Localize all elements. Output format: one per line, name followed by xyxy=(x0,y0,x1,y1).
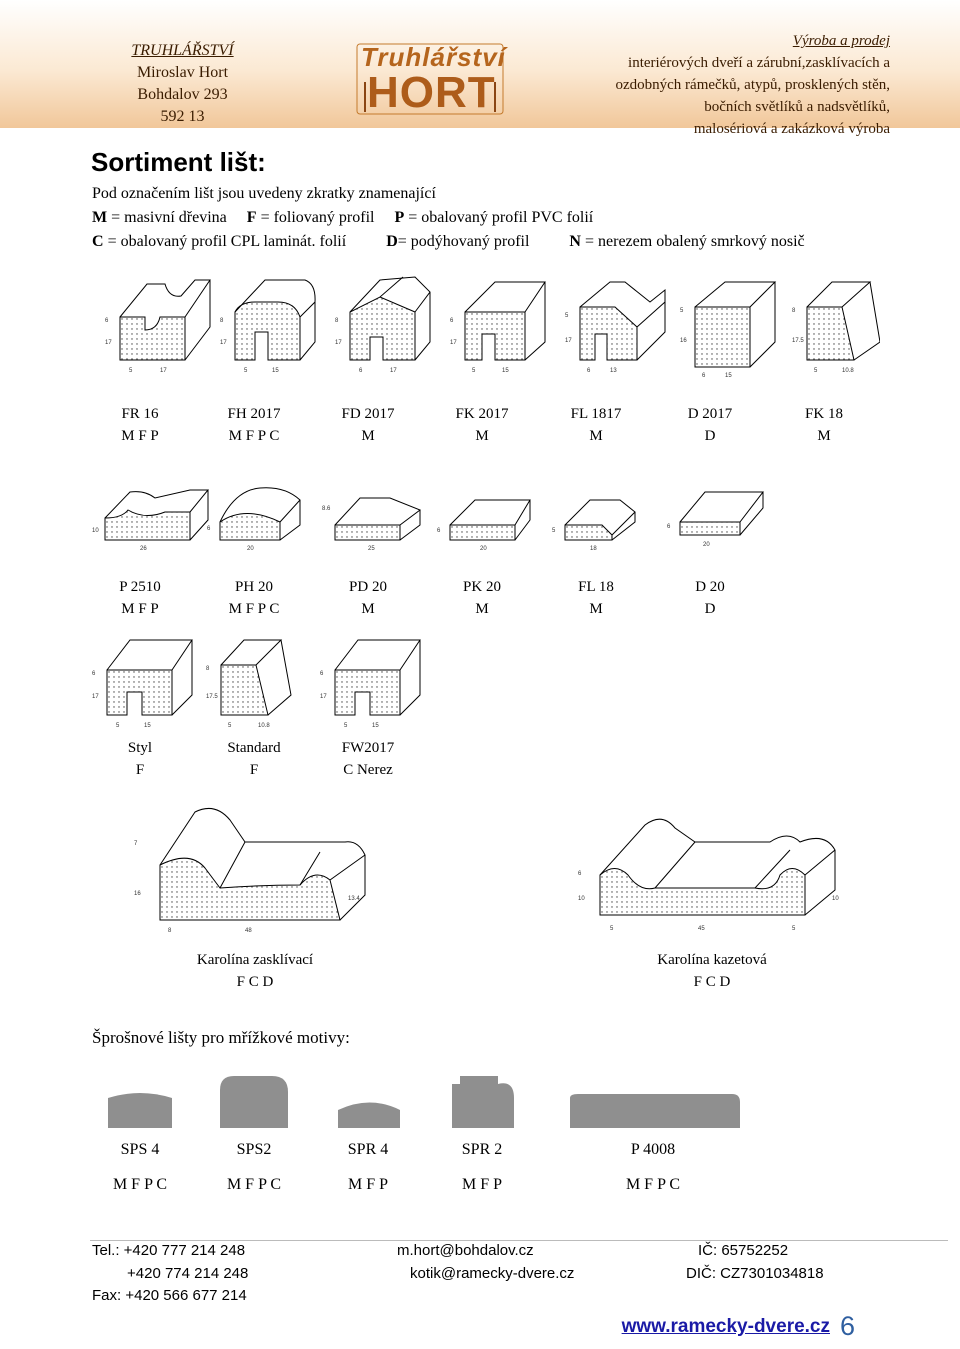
dimension-label: 6 xyxy=(667,524,671,530)
dimension-label: 5 xyxy=(814,368,818,374)
profile-name: Karolína kazetová xyxy=(657,952,767,968)
profile-codes: M xyxy=(817,428,831,444)
profile-codes: F xyxy=(249,762,259,778)
sprosne-caption xyxy=(313,1132,423,1202)
profile-codes: F xyxy=(135,762,145,778)
abbr-text: = nerezem obalený smrkový nosič xyxy=(580,233,805,250)
profile-name: P 4008 xyxy=(630,1141,676,1158)
abbr-line xyxy=(92,233,805,251)
phone-number-2: +420 774 214 248 xyxy=(127,1265,249,1282)
dimension-label: 8 xyxy=(168,928,172,934)
profile-name: SPR 4 xyxy=(347,1141,389,1158)
profile-name: FK 18 xyxy=(805,406,843,422)
profile-name: PH 20 xyxy=(235,579,273,595)
profile-codes: M F P C xyxy=(625,1176,681,1193)
profile-caption xyxy=(541,403,651,447)
services-block xyxy=(530,30,890,140)
abbr-key: F xyxy=(246,209,257,226)
profiles-row3-drawings xyxy=(80,630,440,730)
dimension-label: 5 xyxy=(610,926,614,932)
dimension-label: 17 xyxy=(220,340,227,346)
dimension-label: 5 xyxy=(792,926,796,932)
profile-codes: M F P xyxy=(121,428,159,444)
profile-codes: F C D xyxy=(693,974,731,990)
sprosne-shapes xyxy=(100,1070,750,1130)
abbr-text: = podýhovaný profil xyxy=(397,233,530,250)
dimension-label: 10.8 xyxy=(842,368,854,374)
dimension-label: 5 xyxy=(116,723,120,729)
profile-name: FD 2017 xyxy=(341,406,395,422)
profile-caption xyxy=(199,737,309,781)
spr2-shape xyxy=(452,1076,514,1128)
abbr-text: = masivní dřevina xyxy=(107,209,227,226)
abbr-key: C xyxy=(92,233,104,250)
sps4-shape xyxy=(108,1093,172,1128)
abbr-text: = obalovaný profil PVC folií xyxy=(404,209,594,226)
dimension-label: 13 xyxy=(610,368,617,374)
dimension-label: 10 xyxy=(578,896,585,902)
dimension-label: 8 xyxy=(335,318,339,324)
dimension-label: 15 xyxy=(272,368,279,374)
profile-codes: M F P C xyxy=(228,601,280,617)
profile-codes: F C D xyxy=(236,974,274,990)
sps2-shape xyxy=(220,1076,288,1128)
dimension-label: 10.8 xyxy=(258,723,270,729)
profile-caption xyxy=(85,737,195,781)
services-line: bočních světlíků a nadsvětlíků, xyxy=(704,99,890,115)
profile-name: Styl xyxy=(127,740,153,756)
dimension-label: 17 xyxy=(160,368,167,374)
dimension-label: 17 xyxy=(335,340,342,346)
dimension-label: 13.4 xyxy=(348,896,360,902)
dimension-label: 8 xyxy=(206,666,210,672)
profile-karolina-kazetova-drawing xyxy=(570,800,850,940)
dimension-label: 6 xyxy=(587,368,591,374)
sprosne-caption xyxy=(199,1132,309,1202)
logo-text-bottom: HORT xyxy=(367,68,496,117)
dimension-label: 6 xyxy=(702,373,706,379)
abbr-key: D xyxy=(386,233,398,250)
email-link[interactable]: m.hort@bohdalov.cz xyxy=(397,1242,534,1259)
profile-codes: C Nerez xyxy=(343,762,393,778)
company-owner: Miroslav Hort xyxy=(136,64,229,81)
profile-name: SPR 2 xyxy=(461,1141,503,1158)
profile-pd20 xyxy=(322,498,420,552)
footer-divider xyxy=(90,1240,948,1241)
profile-name: FK 2017 xyxy=(455,406,509,422)
profile-fl18 xyxy=(552,500,635,552)
profile-caption xyxy=(199,403,309,447)
profile-caption xyxy=(655,576,765,620)
dimension-label: 5 xyxy=(344,723,348,729)
dimension-label: 10 xyxy=(92,528,99,534)
profile-fk2017 xyxy=(450,282,545,374)
services-line: interiérových dveří a zárubní,zasklívacích a xyxy=(628,55,890,71)
dimension-label: 7 xyxy=(134,841,138,847)
profile-codes: M xyxy=(361,428,375,444)
profile-name: SPS2 xyxy=(236,1141,272,1158)
profile-standard xyxy=(206,640,291,729)
profile-fd2017 xyxy=(335,277,430,374)
dimension-label: 8.6 xyxy=(322,506,331,512)
profile-codes: M xyxy=(475,428,489,444)
profile-codes: M F P C xyxy=(226,1176,282,1193)
services-line: ozdobných rámečků, atypů, prosklených stěn, xyxy=(615,77,890,93)
dimension-label: 17 xyxy=(565,338,572,344)
profile-caption xyxy=(313,576,423,620)
dimension-label: 48 xyxy=(245,928,252,934)
services-title: Výroba a prodej xyxy=(792,33,890,49)
profile-codes: M F P C xyxy=(228,428,280,444)
dimension-label: 5 xyxy=(680,308,684,314)
p4008-shape xyxy=(570,1094,740,1128)
profile-caption xyxy=(313,403,423,447)
dimension-label: 15 xyxy=(502,368,509,374)
profile-codes: M xyxy=(361,601,375,617)
profile-ph20 xyxy=(207,488,300,552)
company-zip: 592 13 xyxy=(160,108,205,125)
vat-id: DIČ: CZ7301034818 xyxy=(686,1265,824,1282)
dimension-label: 16 xyxy=(134,891,141,897)
dimension-label: 10 xyxy=(832,896,839,902)
profile-caption xyxy=(427,403,537,447)
abbr-key: P xyxy=(394,209,405,226)
profile-name: Karolína zasklívací xyxy=(196,952,314,968)
header-band xyxy=(0,0,960,137)
profile-name: D 2017 xyxy=(687,406,733,422)
profile-codes: M xyxy=(475,601,489,617)
dimension-label: 5 xyxy=(552,528,556,534)
profile-fh2017 xyxy=(220,280,315,374)
sprosne-caption xyxy=(427,1132,537,1202)
profile-name: P 2510 xyxy=(119,579,161,595)
dimension-label: 6 xyxy=(105,318,109,324)
sprosne-caption xyxy=(598,1132,708,1202)
profile-fr16 xyxy=(105,280,210,374)
profile-karolina-zasklivaci-drawing xyxy=(120,800,380,940)
dimension-label: 17.5 xyxy=(206,694,218,700)
dimension-label: 45 xyxy=(698,926,705,932)
profile-codes: M xyxy=(589,428,603,444)
profile-codes: M F P xyxy=(347,1176,389,1193)
dimension-label: 20 xyxy=(480,546,487,552)
phone-number: Tel.: +420 777 214 248 xyxy=(92,1242,246,1259)
dimension-label: 17 xyxy=(450,340,457,346)
dimension-label: 5 xyxy=(228,723,232,729)
dimension-label: 6 xyxy=(207,526,211,532)
dimension-label: 6 xyxy=(450,318,454,324)
company-block xyxy=(100,40,265,128)
email-link[interactable]: kotik@ramecky-dvere.cz xyxy=(410,1265,575,1282)
page-title: Sortiment lišt: xyxy=(91,147,266,177)
spr4-shape xyxy=(338,1103,400,1129)
dimension-label: 6 xyxy=(92,671,96,677)
profile-caption xyxy=(85,403,195,447)
dimension-label: 16 xyxy=(680,338,687,344)
profile-name: PD 20 xyxy=(349,579,387,595)
profiles-row1-drawings xyxy=(80,272,880,384)
dimension-label: 6 xyxy=(359,368,363,374)
dimension-label: 5 xyxy=(472,368,476,374)
profile-name: PK 20 xyxy=(463,579,501,595)
profile-caption xyxy=(199,576,309,620)
profile-codes: D xyxy=(704,428,716,444)
profile-d20 xyxy=(667,492,763,548)
dimension-label: 17.5 xyxy=(792,338,804,344)
dimension-label: 17 xyxy=(105,340,112,346)
profile-pk20 xyxy=(437,500,530,552)
profile-name: FL 18 xyxy=(578,579,614,595)
dimension-label: 17 xyxy=(320,694,327,700)
profile-name: FH 2017 xyxy=(227,406,281,422)
dimension-label: 5 xyxy=(565,313,569,319)
dimension-label: 15 xyxy=(144,723,151,729)
intro-text: Pod označením lišt jsou uvedeny zkratky znamenající xyxy=(92,185,436,202)
dimension-label: 15 xyxy=(372,723,379,729)
dimension-label: 6 xyxy=(437,528,441,534)
profile-fw2017 xyxy=(320,640,420,729)
profile-caption xyxy=(655,403,765,447)
dimension-label: 5 xyxy=(244,368,248,374)
profile-caption xyxy=(541,576,651,620)
profile-caption xyxy=(632,949,792,993)
company-logo xyxy=(355,42,505,116)
profile-codes: D xyxy=(704,601,716,617)
abbr-line xyxy=(92,209,593,227)
company-id: IČ: 65752252 xyxy=(698,1242,789,1259)
services-line: malosériová a zakázková výroba xyxy=(693,121,890,137)
fax-number: Fax: +420 566 677 214 xyxy=(92,1287,247,1304)
profiles-row2-drawings xyxy=(80,480,780,552)
dimension-label: 20 xyxy=(247,546,254,552)
dimension-label: 20 xyxy=(703,542,710,548)
dimension-label: 25 xyxy=(368,546,375,552)
dimension-label: 17 xyxy=(92,694,99,700)
sprosne-heading: Šprošnové lišty pro mřížkové motivy: xyxy=(92,1028,350,1047)
abbr-key: N xyxy=(569,233,581,250)
dimension-label: 18 xyxy=(590,546,597,552)
profile-caption xyxy=(313,737,423,781)
profile-codes: M xyxy=(589,601,603,617)
dimension-label: 15 xyxy=(725,373,732,379)
logo-text-top: Truhlářství xyxy=(361,42,506,72)
profile-caption xyxy=(427,576,537,620)
profile-fk18 xyxy=(792,282,880,374)
profile-codes: M F P xyxy=(121,601,159,617)
dimension-label: 26 xyxy=(140,546,147,552)
dimension-label: 6 xyxy=(320,671,324,677)
profile-caption xyxy=(769,403,879,447)
profile-caption xyxy=(175,949,335,993)
dimension-label: 6 xyxy=(578,871,582,877)
dimension-label: 8 xyxy=(792,308,796,314)
dimension-label: 5 xyxy=(129,368,133,374)
dimension-label: 17 xyxy=(390,368,397,374)
profile-fl1817 xyxy=(565,282,665,374)
company-title: TRUHLÁŘSTVÍ xyxy=(131,42,234,59)
page-number: 6 xyxy=(840,1311,856,1341)
profile-name: Standard xyxy=(227,740,281,756)
profile-name: D 20 xyxy=(695,579,725,595)
profile-name: SPS 4 xyxy=(120,1141,160,1158)
profile-codes: M F P xyxy=(461,1176,503,1193)
abbr-text: = foliovaný profil xyxy=(256,209,375,226)
abbr-text: = obalovaný profil CPL laminát. folií xyxy=(103,233,347,250)
profile-d2017 xyxy=(680,282,775,379)
abbr-key: M xyxy=(92,209,108,226)
website-link[interactable]: www.ramecky-dvere.cz xyxy=(621,1316,830,1337)
profile-styl xyxy=(92,640,192,729)
profile-name: FL 1817 xyxy=(570,406,622,422)
profile-name: FW2017 xyxy=(341,740,395,756)
profile-codes: M F P C xyxy=(112,1176,168,1193)
company-street: Bohdalov 293 xyxy=(137,86,228,103)
sprosne-caption xyxy=(85,1132,195,1202)
dimension-label: 8 xyxy=(220,318,224,324)
profile-name: FR 16 xyxy=(121,406,159,422)
profile-p2510 xyxy=(92,490,208,552)
profile-caption xyxy=(85,576,195,620)
